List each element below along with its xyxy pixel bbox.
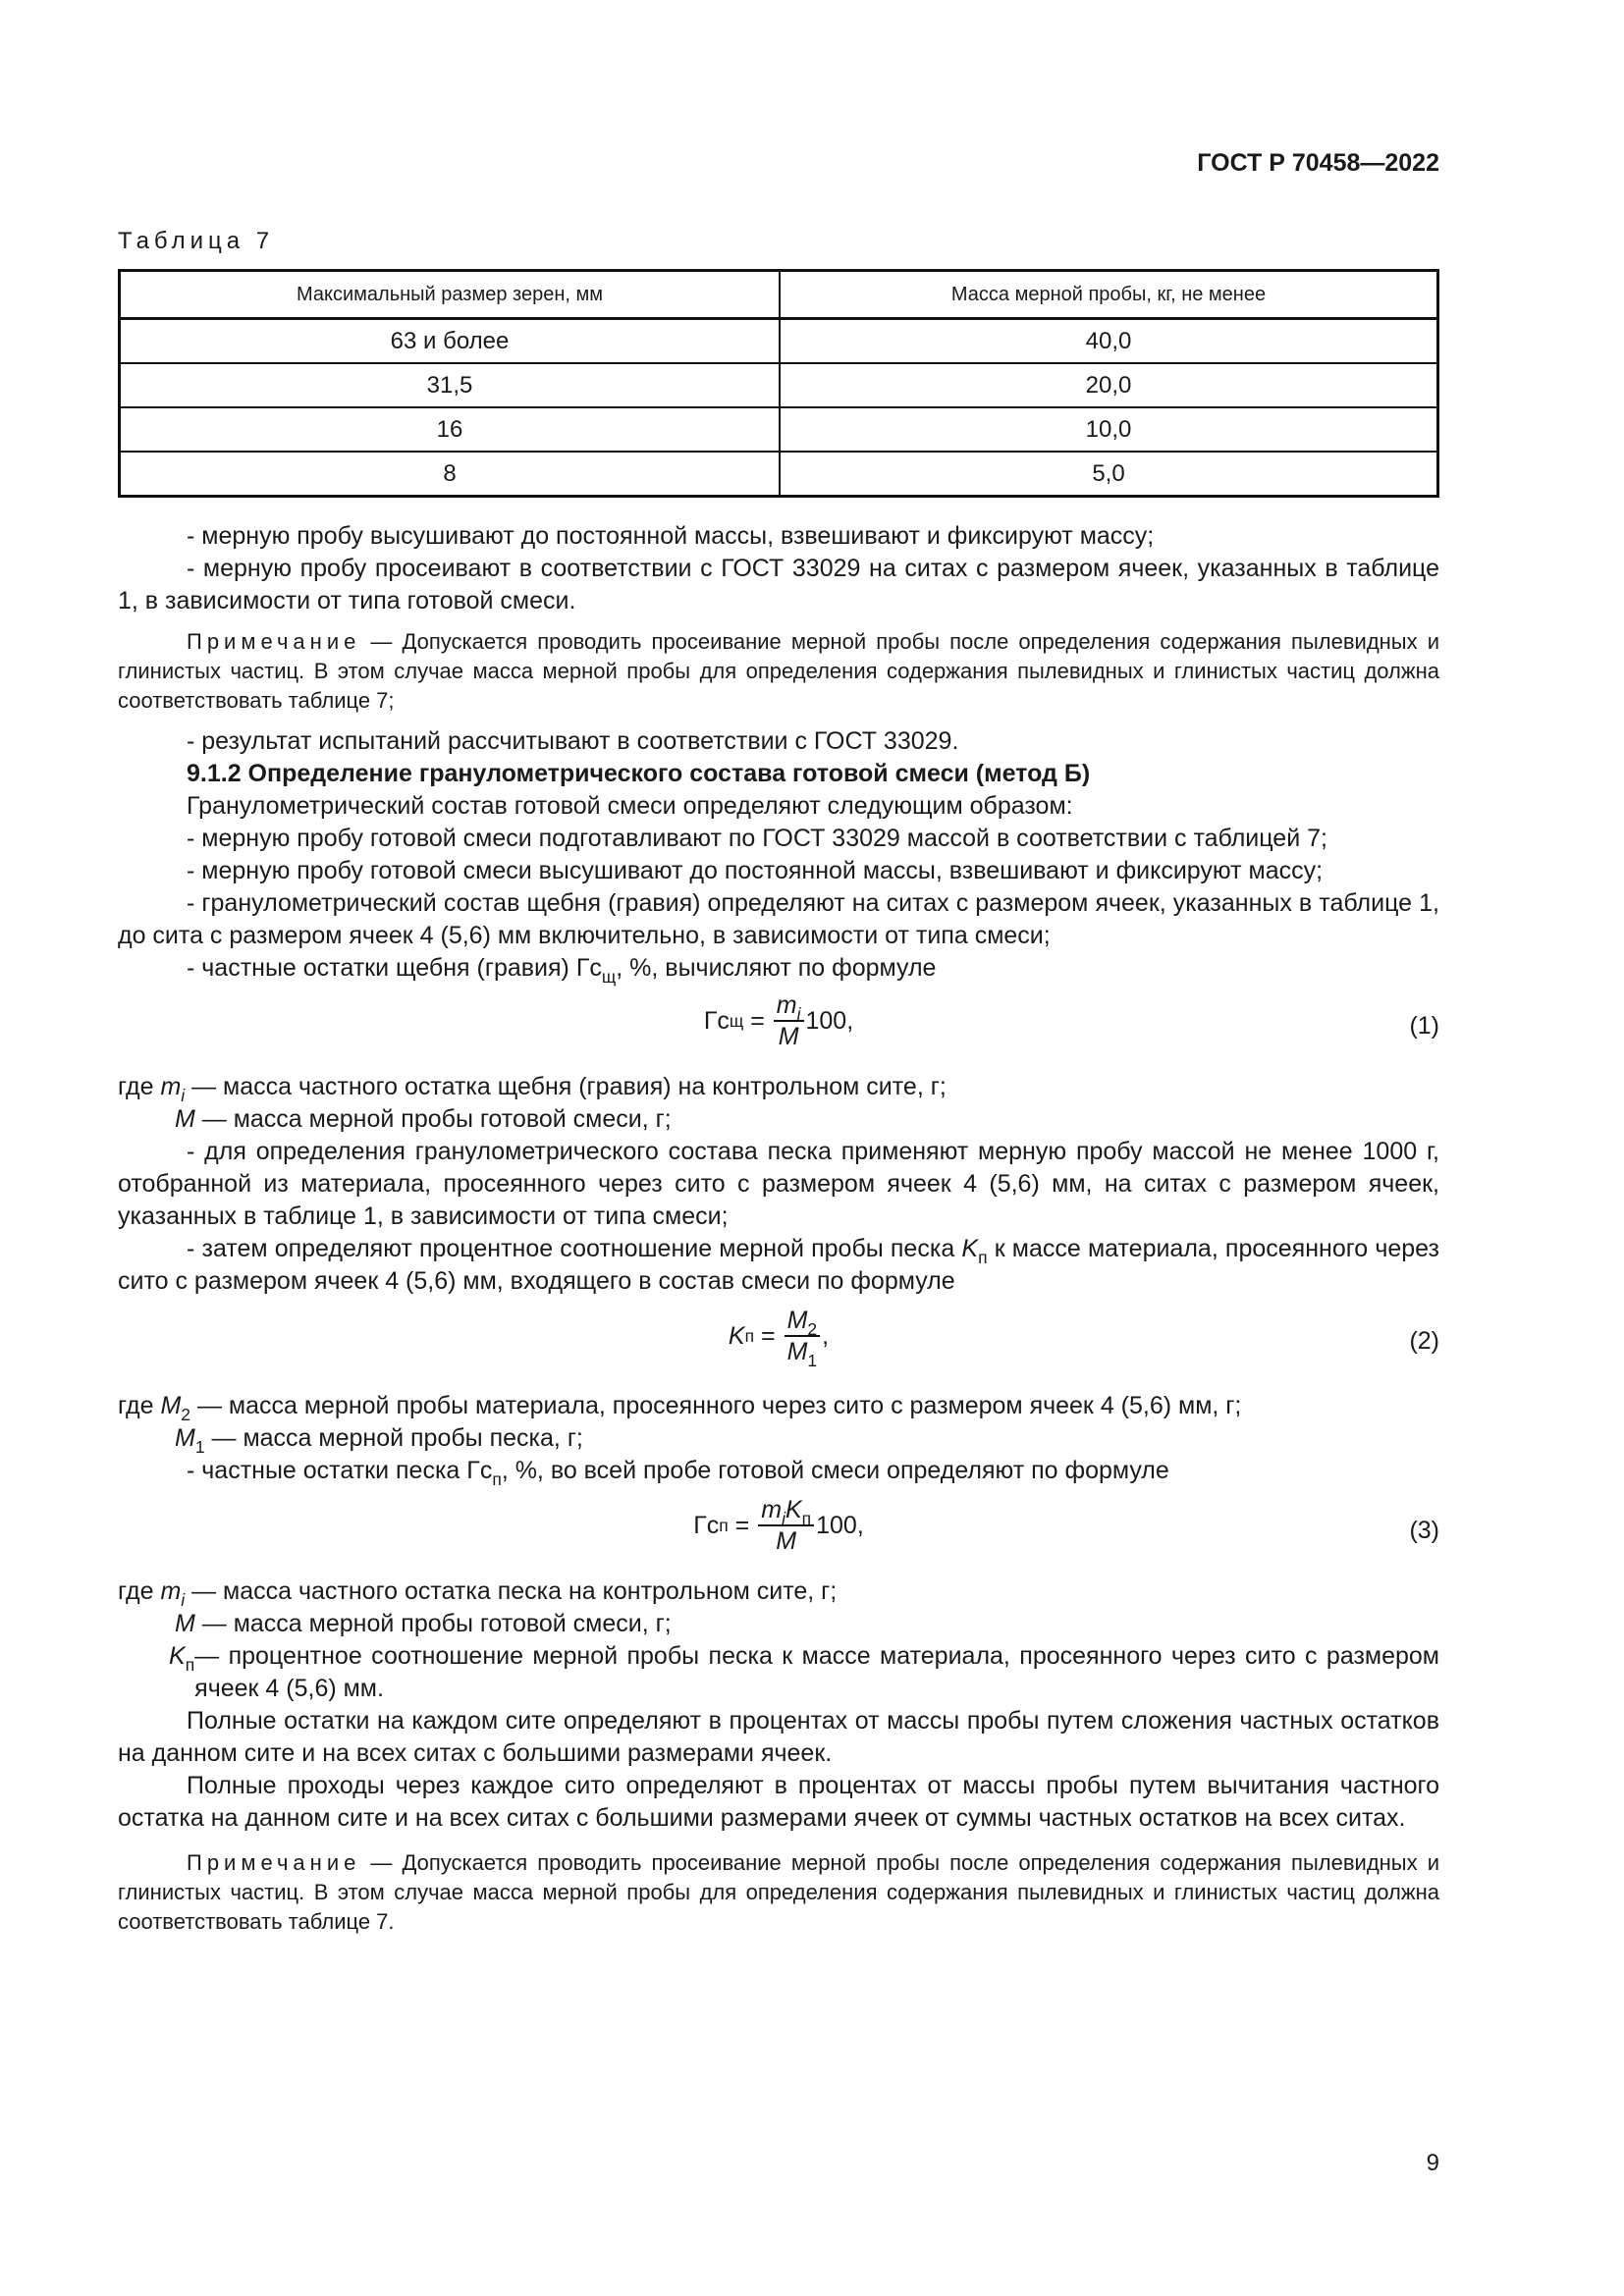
where-line [118,1575,1439,1608]
subscript: 2 [807,1319,818,1339]
column-header-sample-mass: Масса мерной пробы, кг, не менее [780,271,1438,319]
paragraph: Полные проходы через каждое сито определяют в процентах от массы пробы путем вычитания частного остатка на данном сите и на всех ситах с большими размерами ячеек от суммы частных остатков на всех ситах. [118,1772,1439,1832]
fraction [758,1495,814,1556]
formula-lhs: Гс [703,1006,730,1035]
formula-lhs: K [728,1321,745,1350]
variable: K [169,1642,186,1670]
table-cell: 20,0 [780,363,1438,407]
variable: M [160,1392,182,1419]
variable: m [160,1073,182,1100]
variable: M [175,1610,195,1637]
paragraph [118,1233,1439,1298]
subscript: п [978,1248,988,1267]
numerator: m [776,991,797,1019]
paragraph: - гранулометрический состав щебня (гравия) определяют на ситах с размером ячеек, указанных в таблице 1, до сита с размером ячеек 4 (5,6) мм включительно, в зависимости от типа смеси; [118,889,1439,949]
subscript: п [185,1655,195,1675]
fraction [774,990,804,1051]
denominator: M [776,1527,797,1555]
formula-1: Гс щ = $\frac{m_i}{M}$ 100, (1) [703,991,1439,1050]
text: где [118,1577,161,1605]
variable: K [961,1235,979,1262]
text: - затем определяют процентное соотношение мерной пробы песка [187,1235,962,1262]
note-label: Примечание [187,629,361,654]
text: — масса частного остатка щебня (гравия) на контрольном сите, г; [185,1073,947,1100]
paragraph: Гранулометрический состав готовой смеси определяют следующим образом: [187,792,1073,820]
table-caption: Таблица 7 [118,228,275,254]
paragraph [118,1455,1439,1487]
note-1 [118,627,1439,716]
text: - частные остатки щебня (гравия) Гс [187,954,602,982]
numerator: M [786,1307,808,1334]
formula-2: K п = $\frac{M_2}{M_1}$ , (2) [728,1307,1439,1370]
subscript: п [801,1509,812,1528]
variable: m [160,1577,182,1605]
subscript: 1 [194,1437,205,1457]
paragraph: - мерную пробу готовой смеси подготавливают по ГОСТ 33029 массой в соответствии с таблицей 7; [187,825,1327,852]
where-line [118,1103,1439,1136]
text: — масса мерной пробы материала, просеянного через сито с размером ячеек 4 (5,6) мм, г; [190,1392,1242,1419]
table-cell: 5,0 [780,452,1438,497]
formula-lhs: Гс [693,1511,720,1539]
text: - частные остатки песка Гс [187,1457,493,1484]
variable: M [175,1105,195,1133]
text: к массе материала, просеянного через сито с размером ячеек 4 (5,6) мм, входящего в состав смеси по формуле [118,1235,1440,1295]
denominator: M [778,1023,799,1050]
text: — масса частного остатка песка на контрольном сите, г; [185,1577,838,1605]
subscript: i [181,1590,186,1610]
paragraph: - мерную пробу просеивают в соответствии с ГОСТ 33029 на ситах с размером ячеек, указанных в таблице 1, в зависимости от типа готовой смеси. [118,555,1439,614]
document-id-header: ГОСТ Р 70458—2022 [1197,149,1439,177]
table-row [120,363,1438,407]
subscript: i [796,1004,801,1024]
paragraph [118,952,1439,985]
note-text: — Допускается проводить просеивание мерной пробы после определения содержания пылевидных и глинистых частиц. В этом случае масса мерной пробы для определения содержания пылевидных и глинистых частиц должна соответствовать таблице 7. [118,1850,1439,1934]
table-cell: 31,5 [120,363,781,407]
subscript: i [782,1509,785,1528]
formula-tail: , [822,1321,830,1350]
variable: M [175,1424,195,1452]
subscript: п [492,1469,502,1489]
paragraph: - мерную пробу готовой смеси высушивают до постоянной массы, взвешивают и фиксируют массу; [187,857,1324,884]
text: , %, во всей пробе готовой смеси определяют по формуле [501,1457,1169,1484]
where-line [118,1608,1439,1640]
formula-tail: 100, [816,1511,864,1539]
paragraph: - мерную пробу высушивают до постоянной массы, взвешивают и фиксируют массу; [187,522,1155,550]
column-header-grain-size: Максимальный размер зерен, мм [120,271,781,319]
table-cell: 63 и более [120,319,781,364]
denominator: M [786,1338,808,1365]
table-cell: 40,0 [780,319,1438,364]
page-number: 9 [1426,2150,1439,2176]
note-2 [118,1848,1439,1937]
text: , %, вычисляют по формуле [616,954,937,982]
fraction [785,1306,821,1370]
formula-number: (2) [1409,1327,1439,1355]
subscript: 2 [181,1405,190,1424]
table-row [120,319,1438,364]
paragraph: - результат испытаний рассчитывают в соответствии с ГОСТ 33029. [187,727,959,755]
text: — процентное соотношение мерной пробы песка к массе материала, просеянного через сито с размером ячеек 4 (5,6) мм. [194,1642,1439,1702]
where-line [118,1390,1439,1422]
text: где [118,1392,161,1419]
where-line [118,1422,1439,1455]
section-heading: 9.1.2 Определение гранулометрического состава готовой смеси (метод Б) [187,760,1091,787]
where-line [118,1640,1439,1705]
formula-tail: 100, [805,1006,854,1035]
numerator: m [761,1496,783,1523]
note-label: Примечание [187,1850,361,1875]
text: где [118,1073,161,1100]
table-7 [118,269,1439,498]
subscript: i [181,1086,186,1105]
numerator: K [785,1496,802,1523]
table-cell: 16 [120,407,781,452]
subscript: 1 [807,1351,818,1370]
paragraph: - для определения гранулометрического состава песка применяют мерную пробу массой не менее 1000 г, отобранной из материала, просеянного через сито с размером ячеек 4 (5,6) мм, на ситах с размером ячеек, указанных в таблице 1, в зависимости от типа смеси; [118,1138,1439,1230]
formula-number: (1) [1409,1012,1439,1040]
note-text: — Допускается проводить просеивание мерной пробы после определения содержания пылевидных и глинистых частиц. В этом случае масса мерной пробы для определения содержания пылевидных и глинистых частиц должна соответствовать таблице 7; [118,629,1439,713]
document-body [118,520,1439,1947]
table-cell: 10,0 [780,407,1438,452]
where-line [118,1071,1439,1103]
formula-3: Гс п = $\frac{m_iK_п}{M}$ 100, (3) [693,1496,1439,1555]
table-header-row [120,271,1438,319]
table-row [120,452,1438,497]
text: — масса мерной пробы готовой смеси, г; [194,1610,672,1637]
table-row [120,407,1438,452]
paragraph: Полные остатки на каждом сите определяют в процентах от массы пробы путем сложения частных остатков на данном сите и на всех ситах с большими размерами ячеек. [118,1707,1439,1767]
text: — масса мерной пробы песка, г; [204,1424,583,1452]
subscript: щ [601,967,617,987]
text: — масса мерной пробы готовой смеси, г; [194,1105,672,1133]
formula-number: (3) [1409,1517,1439,1544]
table-cell: 8 [120,452,781,497]
